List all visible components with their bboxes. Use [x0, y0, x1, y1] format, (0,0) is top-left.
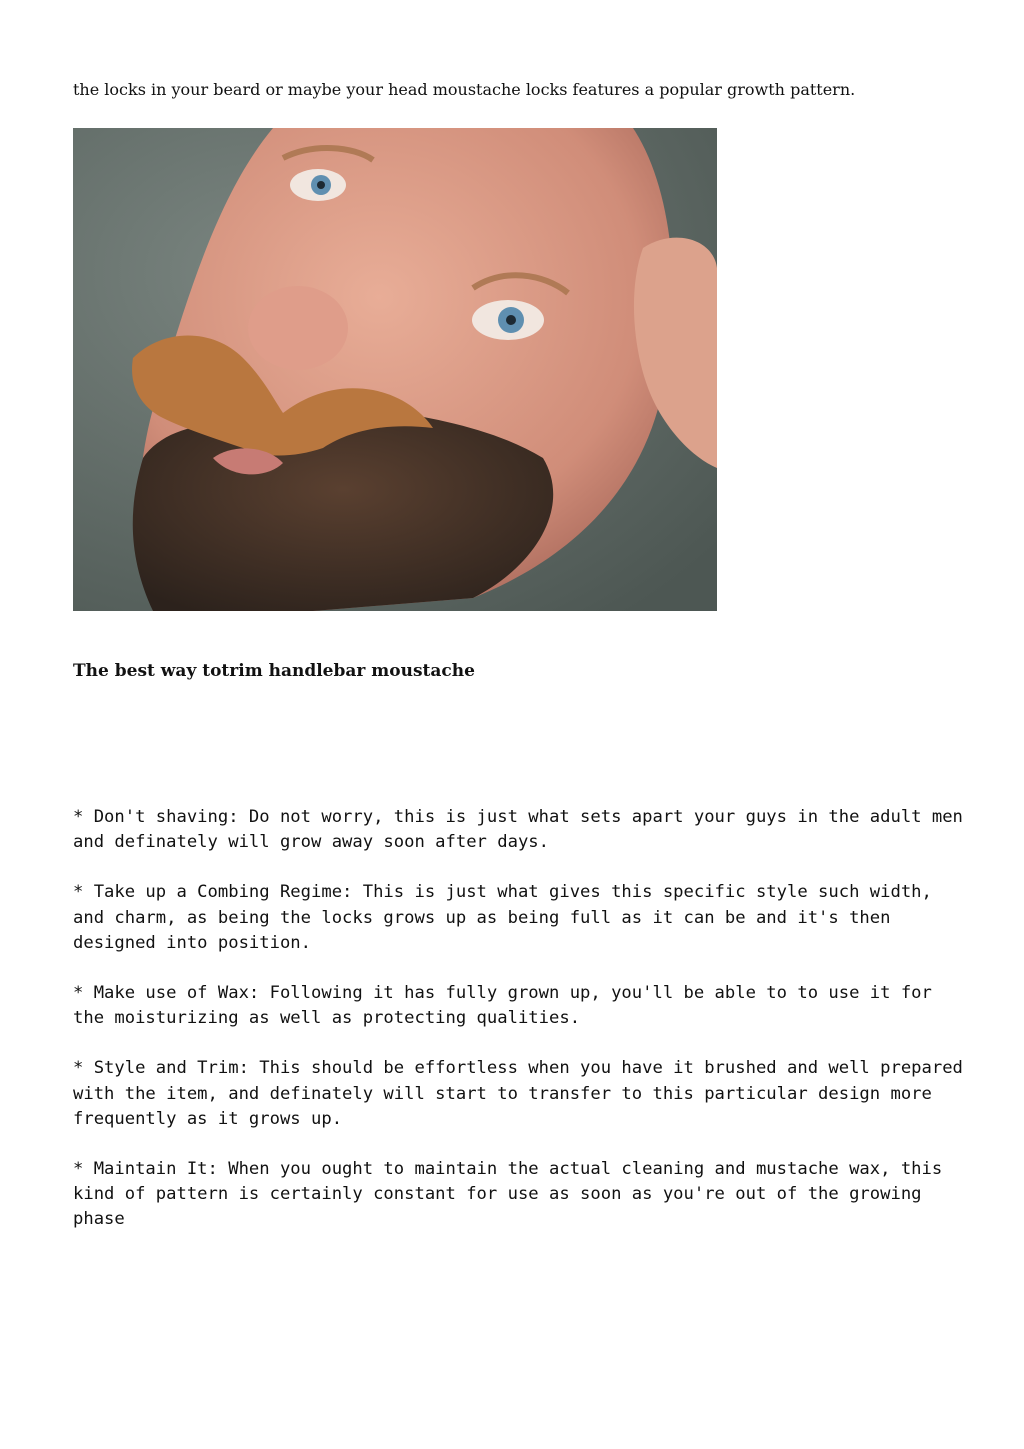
list-item: * Style and Trim: This should be effortless when you have it brushed and well prepared with the item, and definately will start to transfer to this particular design more frequently as it grows up. — [73, 1058, 974, 1129]
list-item: * Don't shaving: Do not worry, this is just what sets apart your guys in the adult men and definately will grow away soon after days. — [73, 807, 974, 853]
list-item: * Take up a Combing Regime: This is just what gives this specific style such width, and charm, as being the locks grows up as being full as it can be and it's then designed into position. — [73, 882, 943, 953]
list-item: * Make use of Wax: Following it has fully grown up, you'll be able to to use it for the moisturizing as well as protecting qualities. — [73, 983, 943, 1029]
list-item: * Maintain It: When you ought to maintain the actual cleaning and mustache wax, this kind of pattern is certainly constant for use as soon as you're out of the growing phase — [73, 1159, 953, 1230]
moustache-photo — [73, 128, 717, 611]
section-heading: The best way totrim handlebar moustache — [73, 661, 475, 681]
intro-paragraph: the locks in your beard or maybe your head moustache locks features a popular growth pattern. — [73, 80, 856, 99]
tips-list — [73, 805, 974, 1258]
